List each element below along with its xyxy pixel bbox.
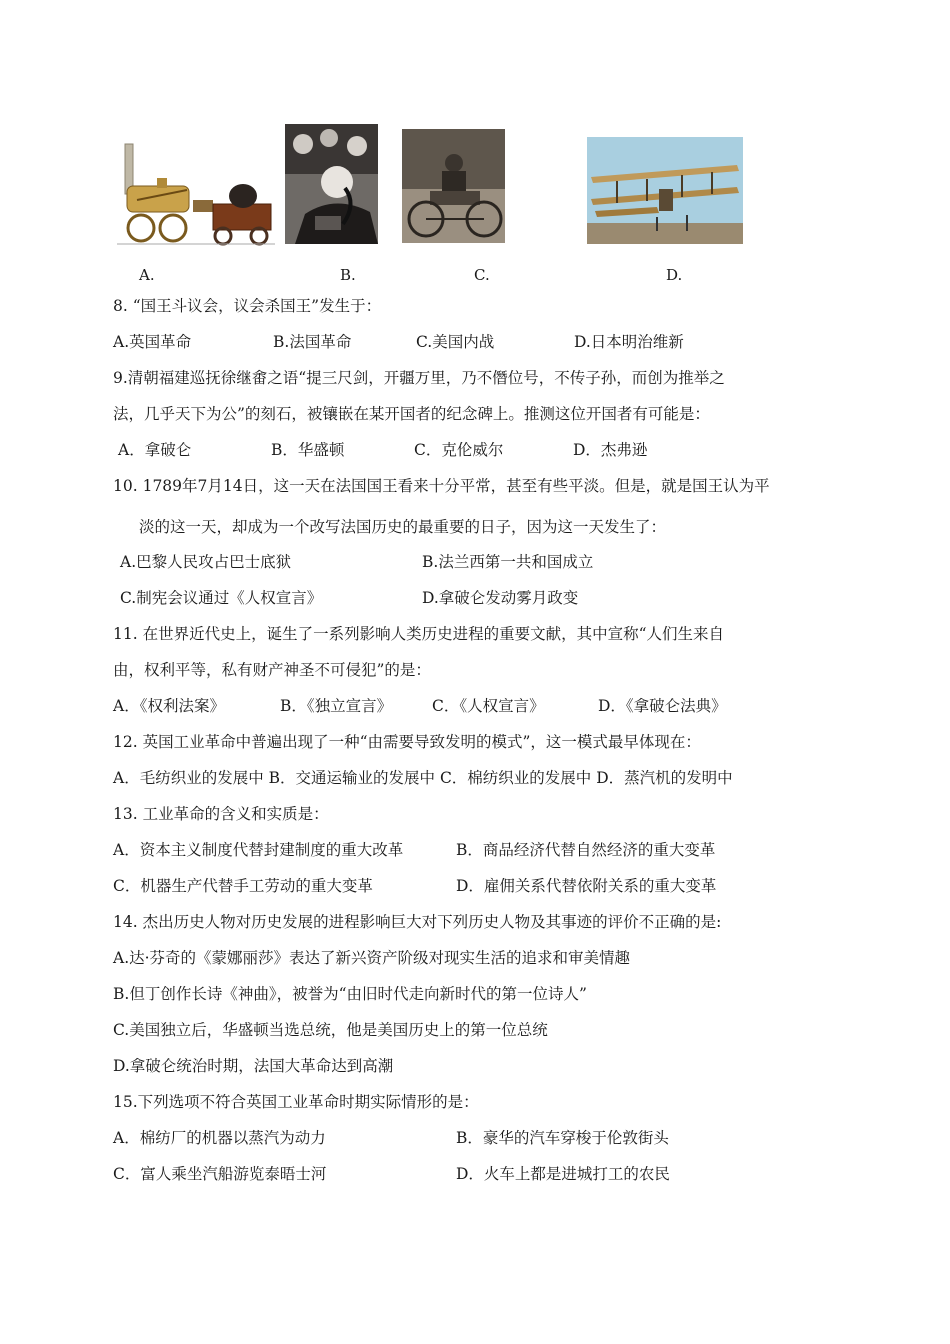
question-15-stem: 15.下列选项不符合英国工业革命时期实际情形的是： [113, 1093, 479, 1111]
question-9-stem-line-2: 法，几乎天下为公”的刻石，被镶嵌在某开国者的纪念碑上。推测这位开国者有可能是： [113, 405, 710, 423]
image-label-d: D. [666, 266, 683, 284]
question-11-option-d: D．《拿破仑法典》 [598, 697, 727, 715]
question-11-option-c: C．《人权宣言》 [432, 697, 545, 715]
telephone-inventor-image [285, 124, 378, 244]
early-automobile-image [402, 129, 505, 243]
question-9-option-c: C．克伦威尔 [414, 441, 504, 459]
question-15-option-b: B．豪华的汽车穿梭于伦敦街头 [456, 1129, 669, 1147]
question-14-option-c: C.美国独立后，华盛顿当选总统，他是美国历史上的第一位总统 [113, 1021, 548, 1039]
question-14-option-a: A.达·芬奇的《蒙娜丽莎》表达了新兴资产阶级对现实生活的追求和审美情趣 [113, 949, 631, 967]
question-11-stem-line-2: 由，权利平等，私有财产神圣不可侵犯”的是： [113, 661, 431, 679]
question-13-stem: 13. 工业革命的含义和实质是： [113, 805, 329, 823]
question-13-option-c: C．机器生产代替手工劳动的重大变革 [113, 877, 373, 895]
question-8-stem: 8. “国王斗议会，议会杀国王”发生于： [113, 297, 382, 315]
question-12-stem: 12. 英国工业革命中普遍出现了一种“由需要导致发明的模式”，这一模式最早体现在： [113, 733, 701, 751]
question-11-stem-line-1: 11. 在世界近代史上，诞生了一系列影响人类历史进程的重要文献，其中宣称“人们生来自 [113, 625, 725, 643]
question-9-option-b: B．华盛顿 [271, 441, 345, 459]
question-10-option-c: C.制宪会议通过《人权宣言》 [120, 589, 323, 607]
question-8-option-d: D.日本明治维新 [574, 333, 684, 351]
question-12-options: A．毛纺织业的发展中 B．交通运输业的发展中 C．棉纺织业的发展中 D．蒸汽机的发明中 [113, 769, 733, 787]
image-label-c: C. [474, 266, 490, 284]
question-14-stem: 14. 杰出历史人物对历史发展的进程影响巨大对下列历史人物及其事迹的评价不正确的是: [113, 913, 722, 931]
question-9-option-d: D．杰弗逊 [573, 441, 648, 459]
question-10-stem-line-2: 淡的这一天，却成为一个改写法国历史的最重要的日子，因为这一天发生了： [139, 518, 667, 536]
question-15-option-a: A．棉纺厂的机器以蒸汽为动力 [113, 1129, 326, 1147]
early-automobile-icon [402, 129, 505, 243]
steam-locomotive-icon [117, 142, 275, 246]
question-14-option-d: D.拿破仑统治时期，法国大革命达到高潮 [113, 1057, 394, 1075]
question-10-option-b: B.法兰西第一共和国成立 [422, 553, 594, 571]
biplane-icon [587, 137, 743, 244]
question-8-option-c: C.美国内战 [416, 333, 495, 351]
telephone-inventor-icon [285, 124, 378, 244]
question-10-stem-line-1: 10. 1789年7月14日，这一天在法国国王看来十分平常，甚至有些平淡。但是，就是国王认为平 [113, 477, 770, 495]
question-8-option-a: A.英国革命 [113, 333, 192, 351]
question-11-option-b: B．《独立宣言》 [280, 697, 393, 715]
question-13-option-a: A．资本主义制度代替封建制度的重大改革 [113, 841, 404, 859]
image-label-a: A. [139, 266, 155, 284]
question-15-option-c: C．富人乘坐汽船游览泰晤士河 [113, 1165, 327, 1183]
biplane-image [587, 137, 743, 244]
question-15-option-d: D．火车上都是进城打工的农民 [456, 1165, 670, 1183]
question-10-option-d: D.拿破仑发动雾月政变 [422, 589, 579, 607]
question-9-option-a: A．拿破仑 [118, 441, 192, 459]
steam-locomotive-image [117, 142, 275, 246]
question-13-option-d: D．雇佣关系代替依附关系的重大变革 [456, 877, 717, 895]
question-8-option-b: B.法国革命 [273, 333, 352, 351]
question-13-option-b: B．商品经济代替自然经济的重大变革 [456, 841, 716, 859]
question-9-stem-line-1: 9.清朝福建巡抚徐继畬之语“提三尺剑，开疆万里，乃不僭位号，不传子孙，而创为推举之 [113, 369, 725, 387]
question-11-option-a: A．《权利法案》 [113, 697, 225, 715]
image-label-b: B. [340, 266, 356, 284]
question-14-option-b: B.但丁创作长诗《神曲》，被誉为“由旧时代走向新时代的第一位诗人” [113, 985, 587, 1003]
question-10-option-a: A.巴黎人民攻占巴士底狱 [120, 553, 292, 571]
